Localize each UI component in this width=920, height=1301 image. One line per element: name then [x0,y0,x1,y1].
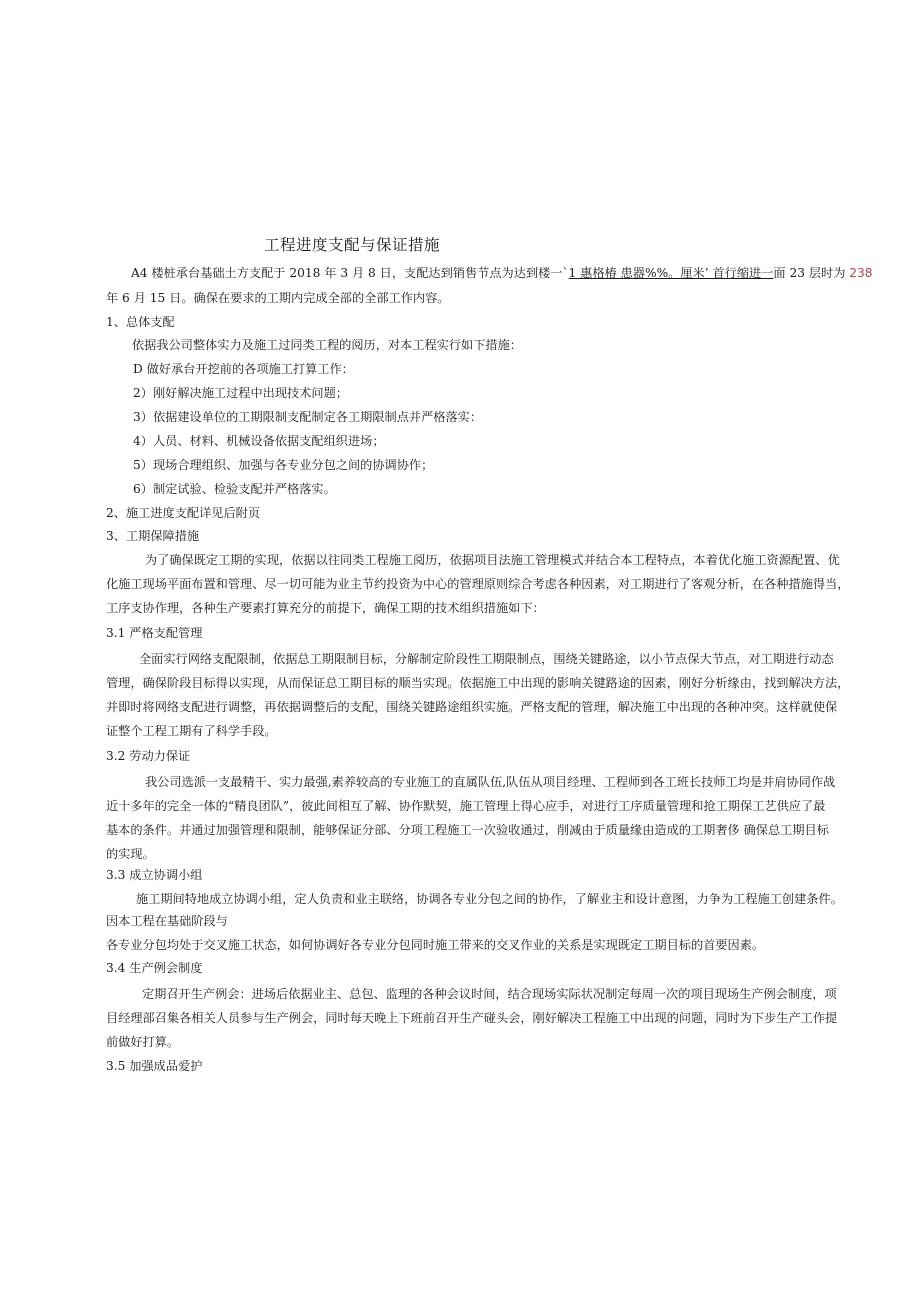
section-1-item: 2）刚好解决施工过程中出现技术问题； [133,386,348,400]
intro-underlined-text: 1 惠格椿 患器%%。厘米’ 首行缩进一 [568,266,774,280]
section-3-para-line: 工序支协作理，各种生产要素打算充分的前提下，确保工期的技术组织措施如下： [106,601,545,615]
section-3-4-heading: 3.4 生产例会制度 [106,961,203,975]
section-3-2-para-line: 的实现。 [106,847,155,861]
section-3-3-para-line: 因本工程在基础阶段与 [106,914,228,928]
section-1-item: 3）依据建设单位的工期限制支配制定各工期限制点并严格落实： [133,410,483,424]
section-3-1-para-line: 管理，确保阶段目标得以实现，从而保证总工期目标的顺当实现。依据施工中出现的影响关键路途的因素，刚好分析缘由，找到解决方法， [106,676,850,690]
section-3-1-heading: 3.1 严格支配管理 [106,626,203,640]
intro-line-1 [131,265,873,281]
section-3-1-para-line: 证整个工程工期有了科学手段。 [106,724,277,738]
section-3-3-para-line: 各专业分包均处于交叉施工状态，如何协调好各专业分包同时施工带来的交叉作业的关系是实现既定工期目标的首要因素。 [106,938,765,952]
section-1-heading: 1、总体支配 [106,315,175,329]
intro-text-b: 面 23 层时为 [773,266,850,280]
section-3-3-para-line: 施工期间特地成立协调小组，定人负责和业主联络，协调各专业分包之间的协作，了解业主和设计意图，力争为工程施工创建条件。 [136,892,843,906]
section-3-4-para-line: 目经理部召集各相关人员参与生产例会，同时每天晚上下班前召开生产碰头会，刚好解决工程施工中出现的问题，同时为下步生产工作提 [106,1011,838,1025]
section-1-item: 4）人员、材料、机械设备依据支配组织进场； [133,434,385,448]
section-1-item: 6）制定试验、检验支配并严格落实。 [133,482,336,496]
section-3-para-line: 为了确保既定工期的实现，依据以往同类工程施工阅历，依据项目法施工管理模式并结合本工程特点，本着优化施工资源配置、优 [145,553,840,567]
section-3-3-heading: 3.3 成立协调小组 [106,868,203,882]
section-3-2-heading: 3.2 劳动力保证 [106,749,191,763]
section-1-item: 5）现场合理组织、加强与各专业分包之间的协调协作； [133,458,434,472]
section-3-4-para-line: 前做好打算。 [106,1035,180,1049]
section-3-2-para-line: 基本的条件。并通过加强管理和限制，能够保证分部、分项工程施工一次验收通过，削减由于质量缘由造成的工期奢侈 确保总工期目标 [106,823,829,837]
section-3-4-para-line: 定期召开生产例会：进场后依据业主、总包、监理的各种会议时间，结合现场实际状况制定每周一次的项目现场生产例会制度，项 [142,987,837,1001]
intro-line-2: 年 6 月 15 日。确保在要求的工期内完成全部的全部工作内容。 [106,291,450,305]
section-1-lead: 依据我公司整体实力及施工过同类工程的阅历，对本工程实行如下措施： [132,338,522,352]
intro-text-a: A4 楼桩承台基础土方支配于 2018 年 3 月 8 日，支配达到销售节点为达到楼一` [131,266,569,280]
section-3-2-para-line: 近十多年的完全一体的“精良团队”，彼此间相互了解、协作默契，施工管理上得心应手，对进行工序质量管理和抢工期保工艺供应了最 [106,799,826,813]
document-title: 工程进度支配与保证措施 [264,236,441,254]
section-3-2-para-line: 我公司选派一支最精干、实力最强,素养较高的专业施工的直属队伍,队伍从项目经理、工程师到各工班长技师工均是并肩协同作战 [145,775,836,789]
section-1-item: D 做好承台开挖前的各项施工打算工作： [133,362,354,376]
section-2-heading: 2、施工进度支配详见后附页 [106,506,261,520]
section-3-1-para-line: 并即时将网络支配进行调整，再依据调整后的支配，围绕关键路途组织实施。严格支配的管理，解决施工中出现的各种冲突。这样就使保 [106,700,838,714]
section-3-5-heading: 3.5 加强成品爱护 [106,1059,203,1073]
section-3-para-line: 化施工现场平面布置和管理、尽一切可能为业主节约投资为中心的管理原则综合考虑各种因素，对工期进行了客观分析，在各种措施得当， [106,577,850,591]
section-3-heading: 3、工期保障措施 [106,529,200,543]
intro-red-number: 238 [849,266,873,280]
section-3-1-para-line: 全面实行网络支配限制，依据总工期限制目标，分解制定阶段性工期限制点，围绕关键路途，以小节点保大节点，对工期进行动态 [139,652,834,666]
